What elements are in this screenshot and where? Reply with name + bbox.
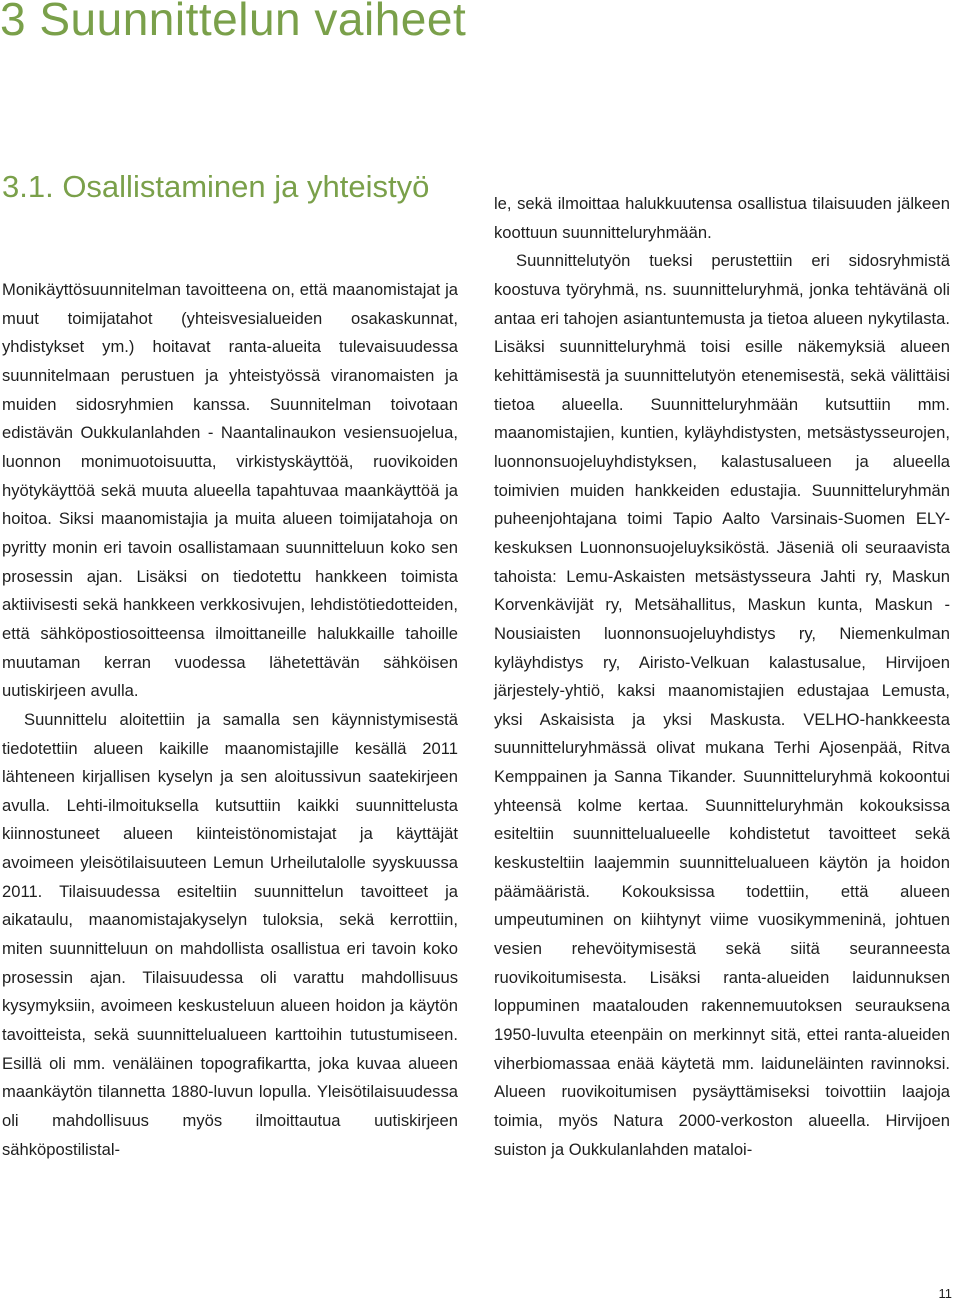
chapter-title: 3 Suunnittelun vaiheet bbox=[0, 0, 467, 45]
left-column bbox=[2, 276, 458, 1164]
body-paragraph: Suunnittelu aloitettiin ja samalla sen käynnistymisestä tiedotettiin alueen kaikille maanomistajille kesällä 2011 lähteneen kirjallisen kyselyn ja sen aloitussivun saatekirjeen avulla. Lehti-ilmoituksella kutsuttiin kaikki suunnittelusta kiinnostuneet alueen kiinteistönomistajat ja käyttäjät avoimeen yleisötilaisuuteen Lemun Urheilutalolle syyskuussa 2011. Tilaisuudessa esiteltiin suunnittelun tavoitteet ja aikataulu, maanomistajakyselyn tuloksia, sekä kerrottiin, miten suunnitteluun on mahdollista osallistua eri tavoin koko prosessin ajan. Tilaisuudessa oli varattu mahdollisuus kysymyksiin, avoimeen keskusteluun alueen hoidon ja käytön tavoitteista, sekä suunnittelualueen karttoihin tutustumiseen. Esillä oli mm. venäläinen topografikartta, joka kuvaa alueen maankäytön tilannetta 1880-luvun lopulla. Yleisötilaisuudessa oli mahdollisuus myös ilmoittautua uutiskirjeen sähköpostilistal- bbox=[2, 709, 458, 1159]
right-column bbox=[494, 190, 950, 1164]
section-title: 3.1. Osallistaminen ja yhteistyö bbox=[2, 169, 430, 204]
body-paragraph: le, sekä ilmoittaa halukkuutensa osallistua tilaisuuden jälkeen koottuun suunnitteluryhmään. bbox=[494, 194, 950, 242]
body-paragraph: Monikäyttösuunnitelman tavoitteena on, että maanomistajat ja muut toimijatahot (yhteisvesialueiden osakaskunnat, yhdistykset ym.) hoitavat ranta-alueita tulevaisuudessa suunnitelmaan perustuen ja yhteistyössä viranomaisten ja muiden sidosryhmien kanssa. Suunnitelman toivotaan edistävän Oukkulanlahden - Naantalinaukon vesiensuojelua, luonnon monimuotoisuutta, virkistyskäyttöä, ruovikoiden hyötykäyttöä sekä muuta alueella tapahtuvaa maankäyttöä ja hoitoa. Siksi maanomistajia ja muita alueen toimijatahoja on pyritty monin eri tavoin osallistamaan suunnitteluun koko sen prosessin ajan. Lisäksi on tiedotettu hankkeen toimista aktiivisesti sekä hankkeen verkkosivujen, lehdistötiedotteiden, että sähköpostiosoitteensa ilmoittaneille halukkaille tahoille muutaman kerran vuodessa lähetettävän sähköisen uutiskirjeen avulla. bbox=[2, 280, 458, 701]
page-number: 11 bbox=[938, 1286, 952, 1301]
body-paragraph: Suunnittelutyön tueksi perustettiin eri sidosryhmistä koostuva työryhmä, ns. suunnitteluryhmä, jonka tehtävänä oli antaa eri tahojen asiantuntemusta ja tietoa alueen nykytilasta. Lisäksi suunnitteluryhmä toisi esille näkemyksiä alueen kehittämisestä ja suunnittelutyön etenemisestä, sekä välittäisi tietoa alueella. Suunnitteluryhmään kutsuttiin mm. maanomistajien, kuntien, kyläyhdistysten, metsästysseurojen, luonnonsuojeluyhdistyksen, kalastusalueen ja alueella toimivien muiden hankkeiden edustajia. Suunnitteluryhmän puheenjohtajana toimi Tapio Aalto Varsinais-Suomen ELY-keskuksen Luonnonsuojeluyksiköstä. Jäseniä oli seuraavista tahoista: Lemu-Askaisten metsästysseura Jahti ry, Maskun Korvenkävijät ry, Metsähallitus, Maskun kunta, Maskun - Nousiaisten luonnonsuojeluyhdistys ry, Niemenkulman kyläyhdistys ry, Airisto-Velkuan kalastusalue, Hirvijoen järjestely-yhtiö, kaksi maanomistajien edustajaa Lemusta, yksi Askaisista ja yksi Maskusta. VELHO-hankkeesta suunnitteluryhmässä olivat mukana Terhi Ajosenpää, Ritva Kemppainen ja Sanna Tikander. Suunnitteluryhmä kokoontui yhteensä kolme kertaa. Suunnitteluryhmän kokouksissa esiteltiin suunnittelualueelle kohdistetut tavoitteet sekä keskusteltiin laajemmin suunnittelualueen käytön ja hoidon päämääristä. Kokouksissa todettiin, että alueen umpeutuminen on kiihtynyt viime vuosikymmeninä, johtuen vesien rehevöitymisestä sekä siitä seuranneesta ruovikoitumisesta. Lisäksi ranta-alueiden laidunnuksen loppuminen maatalouden rakennemuutoksen seurauksena 1950-luvulta eteenpäin on merkinnyt sitä, ettei ranta-alueiden viherbiomassaa enää käytetä mm. laiduneläinten ravinnoksi. Alueen ruovikoitumisen pysäyttämiseksi toivottiin laajoja toimia, myös Natura 2000-verkoston alueella. Hirvijoen suiston ja Oukkulanlahden mataloi- bbox=[494, 251, 950, 1159]
